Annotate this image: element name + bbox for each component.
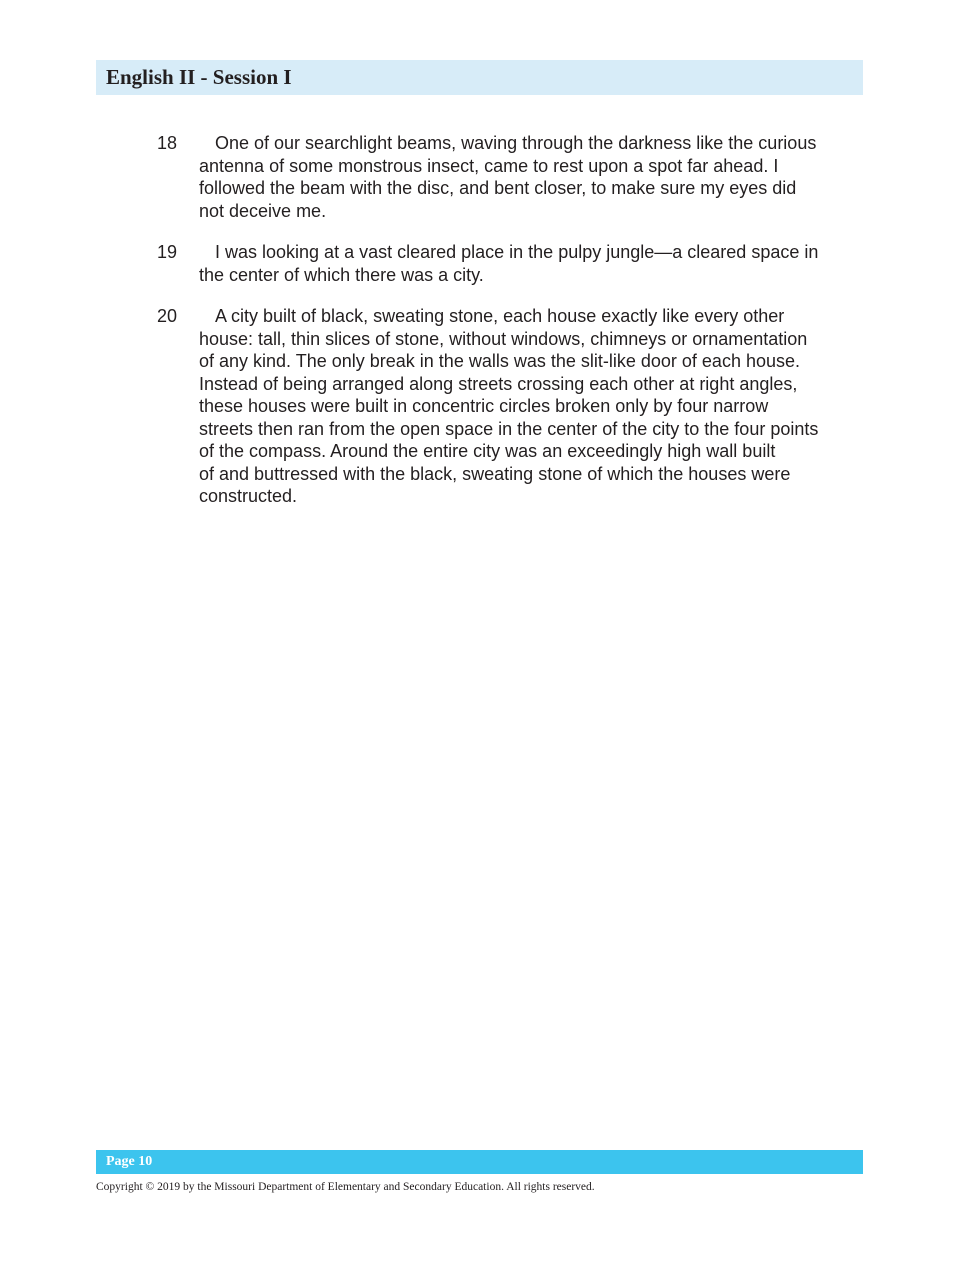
passage <box>157 132 867 527</box>
footer-bar <box>96 1150 863 1174</box>
copyright-notice: Copyright © 2019 by the Missouri Department of Elementary and Secondary Education. All rights reserved. <box>96 1181 595 1193</box>
paragraph-text: One of our searchlight beams, waving through the darkness like the curious antenna of some monstrous insect, came to rest upon a spot far ahead. I followed the beam with the disc, and bent closer, to make sure my eyes did not deceive me. <box>199 133 817 221</box>
header-bar <box>96 60 863 95</box>
paragraph-19 <box>157 241 867 286</box>
paragraph-20 <box>157 305 867 508</box>
paragraph-18 <box>157 132 867 222</box>
paragraph-number: 20 <box>157 306 178 326</box>
paragraph-number: 18 <box>157 133 178 153</box>
page-number: Page 10 <box>106 1154 153 1169</box>
paragraph-number: 19 <box>157 242 178 262</box>
page-title: English II - Session I <box>106 65 292 89</box>
paragraph-text: A city built of black, sweating stone, each house exactly like every other house: tall, thin slices of stone, without windows, chimneys or ornamentation of any kind. The only break in the walls was the slit-like door of each house. Instead of being arranged along streets crossing each other at right angles, these houses were built in concentric circles broken only by four narrow streets then ran from the open space in the center of the city to the four points of the compass. Around the entire city was an exceedingly high wall built of and buttressed with the black, sweating stone of which the houses were constructed. <box>199 306 819 506</box>
paragraph-text: I was looking at a vast cleared place in the pulpy jungle—a cleared space in the center of which there was a city. <box>199 242 819 285</box>
